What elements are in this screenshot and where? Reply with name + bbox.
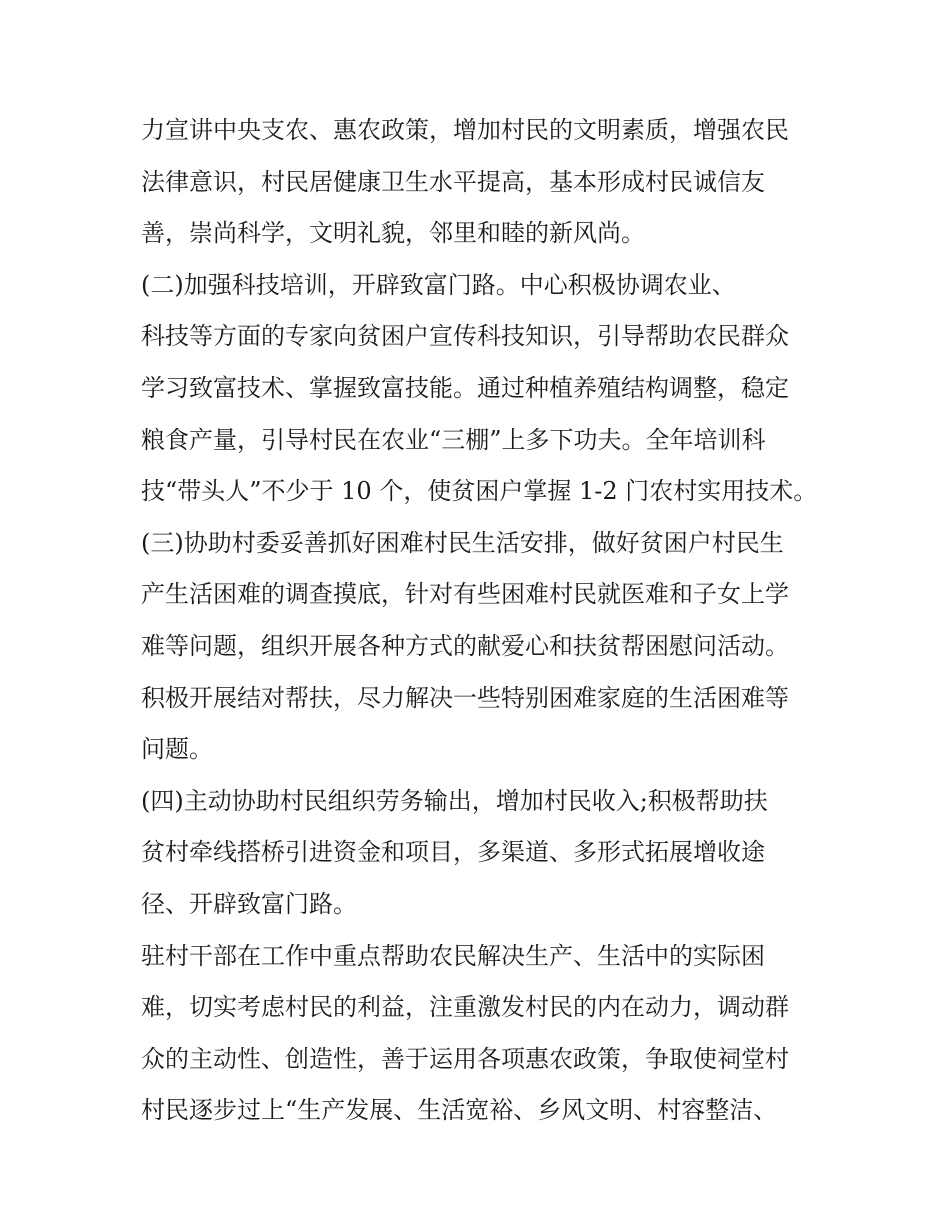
text-line: 法律意识，村民居健康卫生水平提高，基本形成村民诚信友 [141, 167, 765, 196]
text-line: 学习致富技术、掌握致富技能。通过种植养殖结构调整，稳定 [141, 373, 789, 402]
document-body [141, 109, 831, 1141]
text-line: 科技等方面的专家向贫困户宣传科技知识，引导帮助农民群众 [141, 322, 789, 351]
paragraph-start: 驻村干部在工作中重点帮助农民解决生产、生活中的实际困 [141, 941, 765, 970]
text-line: 产生活困难的调查摸底，针对有些困难村民就医难和子女上学 [141, 580, 789, 609]
section-heading-2: (二)加强科技培训，开辟致富门路。中心积极协调农业、 [141, 270, 736, 299]
text-line: 难，切实考虑村民的利益，注重激发村民的内在动力，调动群 [141, 993, 789, 1022]
text-line: 问题。 [141, 735, 213, 764]
text-line: 力宣讲中央支农、惠农政策，增加村民的文明素质，增强农民 [141, 116, 789, 144]
section-heading-4: (四)主动协助村民组织劳务输出，增加村民收入;积极帮助扶 [141, 786, 768, 815]
text-line: 众的主动性、创造性，善于运用各项惠农政策，争取使祠堂村 [141, 1044, 789, 1073]
text-line: 径、开辟致富门路。 [141, 889, 357, 918]
text-line: 粮食产量，引导村民在农业“三棚”上多下功夫。全年培训科 [141, 425, 766, 454]
text-line: 善，崇尚科学，文明礼貌，邻里和睦的新风尚。 [141, 219, 645, 248]
text-line: 积极开展结对帮扶，尽力解决一些特别困难家庭的生活困难等 [141, 683, 789, 712]
text-line: 村民逐步过上“生产发展、生活宽裕、乡风文明、村容整洁、 [141, 1096, 778, 1125]
text-line: 贫村牵线搭桥引进资金和项目，多渠道、多形式拓展增收途 [141, 838, 765, 867]
text-line: 技“带头人”不少于 10 个，使贫困户掌握 1-2 门农村实用技术。 [141, 477, 818, 506]
section-heading-3: (三)协助村委妥善抓好困难村民生活安排，做好贫困户村民生 [141, 528, 784, 557]
text-line: 难等问题，组织开展各种方式的献爱心和扶贫帮困慰问活动。 [141, 631, 789, 660]
